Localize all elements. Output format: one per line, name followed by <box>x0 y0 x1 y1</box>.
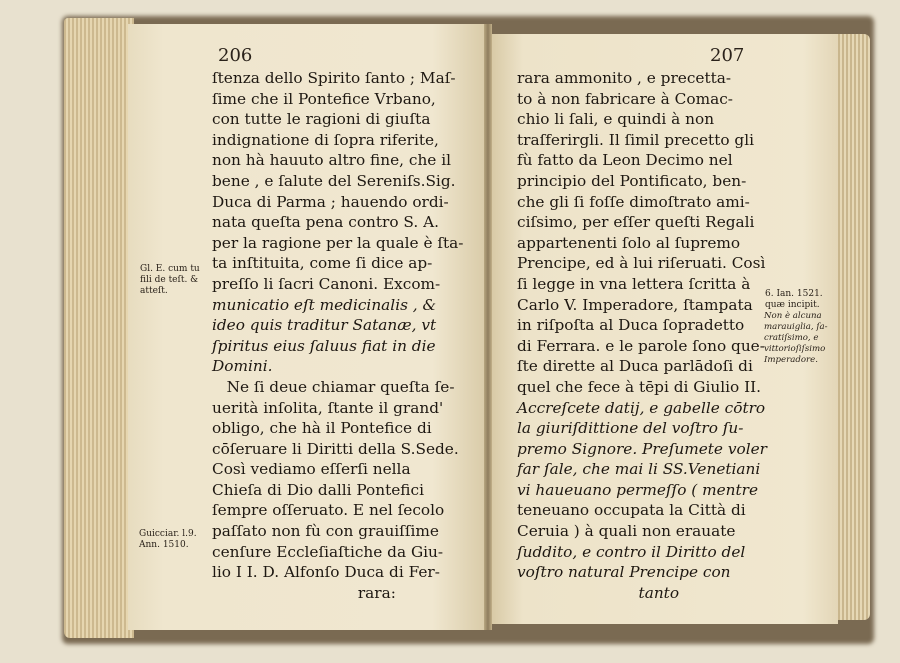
page-number-right: 207 <box>710 45 745 66</box>
book-gutter <box>484 24 492 630</box>
text-line: voſtro natural Prencipe con <box>517 563 731 582</box>
text-line: bene , e ſalute del Sereniſs.Sig. <box>212 171 456 190</box>
text-line: ſpiritus eius ſaluus fiat in die <box>212 336 436 355</box>
page-number-left: 206 <box>218 45 253 66</box>
text-line: ſempre oſſeruato. E nel ſecolo <box>212 501 445 520</box>
left-page-text <box>212 68 474 603</box>
text-line: ideo quis traditur Satanæ, vt <box>212 316 437 335</box>
text-line: quel che fece à tēpi di Giulio II. <box>517 377 762 396</box>
text-line: la giuriſdittione del voſtro ſu- <box>517 419 744 438</box>
text-line: preſſo li ſacri Canoni. Excom- <box>212 274 441 293</box>
text-line: ſtenza dello Spirito ſanto ; Maſ- <box>212 69 456 87</box>
text-line: Accreſcete datij, e gabelle cōtro <box>517 398 766 417</box>
text-line: Ceruia ) à quali non erauate <box>517 522 736 541</box>
text-line: rara: <box>212 583 396 602</box>
text-line: con tutte le ragioni di giuſta <box>212 110 431 129</box>
text-line: Duca di Parma ; hauendo ordi- <box>212 192 449 211</box>
text-line: appartenenti ſolo al ſupremo <box>517 233 741 252</box>
margin-note-quotation: Non è alcuna marauiglia, ſa- cratiſsimo, e vittorioſiſsimo Imperadore. <box>764 311 828 365</box>
right-page-text <box>517 68 767 603</box>
text-line: traſferirgli. Il ſimil precetto gli <box>517 130 754 149</box>
text-line: lio I I. D. Alfonſo Duca di Fer- <box>212 563 440 582</box>
text-line: to à non fabricare à Comac- <box>517 89 733 108</box>
text-line: ſime che il Pontefice Vrbano, <box>212 89 436 108</box>
text-line: indignatione di ſopra riferite, <box>212 130 439 149</box>
text-line: tanto <box>517 583 680 602</box>
text-line: principio del Pontificato, ben- <box>517 171 747 190</box>
margin-note-gloss: Gl. E. cum tu fili de teſt. & atteſt. <box>140 264 200 296</box>
text-line: ſi legge in vna lettera ſcritta à <box>517 274 751 293</box>
text-line: in riſpoſta al Duca ſopradetto <box>517 316 745 335</box>
text-line: Chieſa di Dio dalli Pontefici <box>212 480 424 499</box>
text-line: uerità inſolita, ſtante il grand' <box>212 398 444 417</box>
text-line: ciſsimo, per eſſer queſti Regali <box>517 213 755 232</box>
text-line: Prencipe, ed à lui riſeruati. Così <box>517 254 766 273</box>
text-line: Carlo V. Imperadore, ſtampata <box>517 295 753 314</box>
text-line: nata queſta pena contro S. A. <box>212 213 439 232</box>
text-line: non hà hauuto altro fine, che il <box>212 151 451 170</box>
text-line: ta inſtituita, come ſi dice ap- <box>212 254 433 273</box>
text-line: chio li ſali, e quindi à non <box>517 110 715 129</box>
text-line: Così vediamo eſſerſi nella <box>212 460 411 479</box>
text-line: per la ragione per la quale è ſta- <box>212 233 464 252</box>
text-line: che gli ſi foſſe dimoſtrato ami- <box>517 192 750 211</box>
text-line: premo Signore. Preſumete voler <box>517 439 767 458</box>
text-line: ſuddito, e contro il Diritto del <box>517 542 746 561</box>
text-line: fù fatto da Leon Decimo nel <box>517 151 733 170</box>
left-page-edges <box>64 18 134 638</box>
text-line: far ſale, che mai li SS.Venetiani <box>517 460 761 479</box>
text-line: cōſeruare li Diritti della S.Sede. <box>212 439 459 458</box>
text-line: cenſure Eccleſiaſtiche da Giu- <box>212 542 444 561</box>
text-line: municatio eſt medicinalis , & <box>212 295 437 314</box>
text-line: Domini. <box>212 357 273 376</box>
text-line: ſte dirette al Duca parlādoſi di <box>517 357 753 376</box>
margin-note-guicciardini: Guicciar. l.9. Ann. 1510. <box>139 529 197 550</box>
text-line: rara ammonito , e precetta- <box>517 69 732 87</box>
margin-note-date: 6. Ian. 1521. quæ incipit. <box>765 289 823 310</box>
text-line: obligo, che hà il Pontefice di <box>212 419 432 438</box>
text-line: paſſato non fù con grauiſſime <box>212 522 439 541</box>
text-line: Ne ſi deue chiamar queſta ſe- <box>212 377 455 396</box>
text-line: teneuano occupata la Città di <box>517 501 746 520</box>
text-line: vi haueuano permeſſo ( mentre <box>517 480 759 499</box>
text-line: di Ferrara. e le parole ſono que- <box>517 336 765 355</box>
